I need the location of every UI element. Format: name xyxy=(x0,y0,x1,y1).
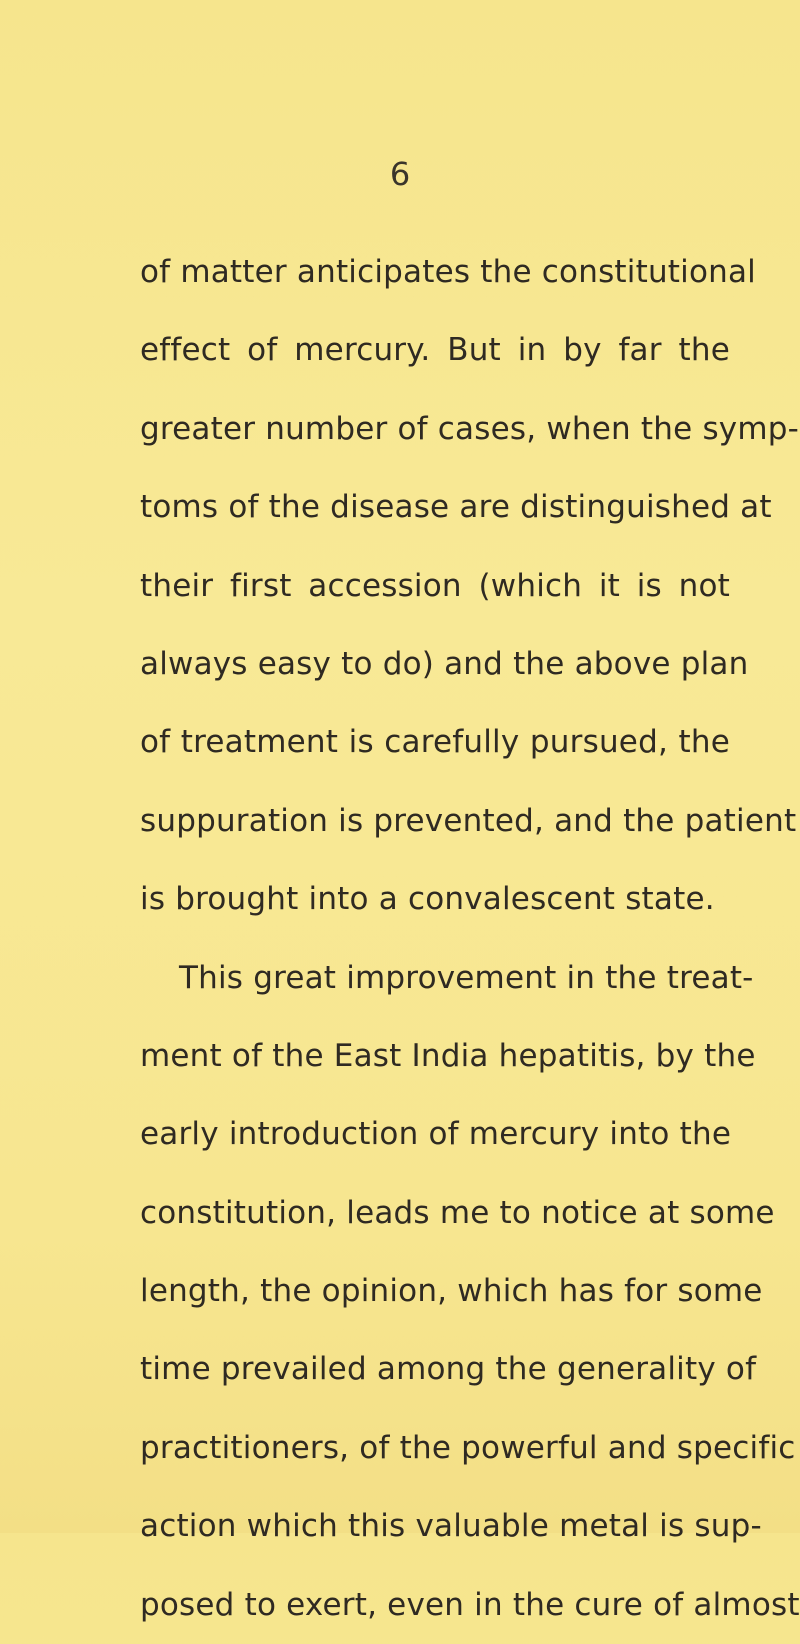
text-line: action which this valuable metal is sup- xyxy=(140,1508,762,1545)
text-line: of treatment is carefully pursued, the xyxy=(140,724,730,761)
text-line: early introduction of mercury into the xyxy=(140,1116,732,1153)
text-line: time prevailed among the generality of xyxy=(140,1351,757,1388)
text-line: is brought into a convalescent state. xyxy=(140,881,715,918)
text-line: posed to exert, even in the cure of almost xyxy=(140,1586,800,1623)
text-line: length, the opinion, which has for some xyxy=(140,1273,763,1310)
text-line: their first accession (which it is not xyxy=(140,567,730,604)
text-line: effect of mercury. But in by far the xyxy=(140,332,730,369)
text-line: of matter anticipates the constitutional xyxy=(140,254,756,290)
paragraph-start-line: This great improvement in the treat- xyxy=(179,959,754,996)
page-number: 6 xyxy=(389,155,411,193)
text-line: always easy to do) and the above plan xyxy=(140,645,749,682)
text-line: toms of the disease are distinguished at xyxy=(140,489,772,526)
text-line: suppuration is prevented, and the patient xyxy=(140,802,797,839)
text-line: constitution, leads me to notice at some xyxy=(140,1194,775,1231)
text-line: ment of the East India hepatitis, by the xyxy=(140,1037,756,1074)
text-line: practitioners, of the powerful and specific xyxy=(140,1429,796,1466)
body-text xyxy=(140,233,800,1644)
text-line: greater number of cases, when the symp- xyxy=(140,410,799,447)
